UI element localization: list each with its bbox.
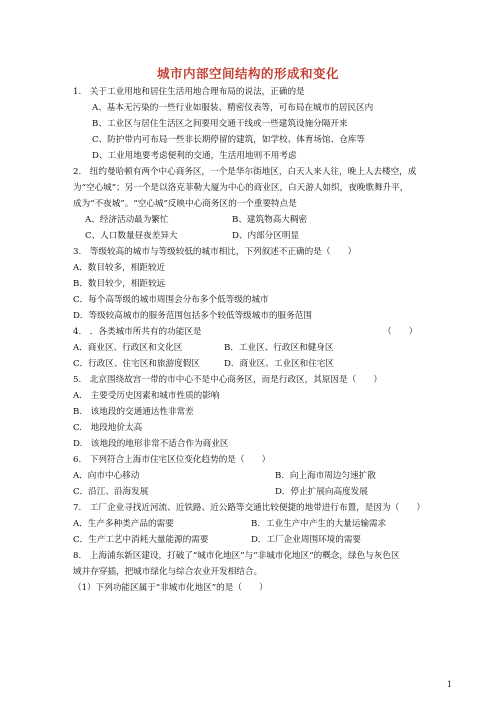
question-6-stem: 6. 下列符合上海市住宅区位变化趋势的是（ ）	[73, 455, 271, 465]
question-8-subquestion-1: （1）下列功能区属于“非城市化地区”的是（ ）	[73, 583, 268, 593]
question-2-option-c: C、人口数量昼夜差异大	[85, 231, 178, 241]
question-1-option-a: A、基本无污染的一些行业如服装、精密仪表等，可布局在城市的居民区内	[92, 103, 374, 113]
question-8-stem-line-1: 8. 上海浦东新区建设，打破了“城市化地区”与“非城市化地区”的概念，绿色与灰色区	[73, 551, 400, 561]
question-6-option-a: A．向市中心移动	[73, 471, 140, 481]
question-3-option-a: A．数目较多，相距较近	[73, 263, 166, 273]
question-2-stem-line-1: 2. 纽约曼哈顿有两个中心商务区，一个是华尔街地区，白天人来人往，晚上人去楼空，成	[73, 167, 417, 177]
question-3-option-c: C．每个高等级的城市周围会分布多个低等级的城市	[73, 295, 269, 305]
question-4-stem: 4. ．各类城市所共有的功能区是	[73, 327, 202, 337]
question-6-option-d: D．停止扩展向高度发展	[275, 487, 368, 497]
question-4-option-a: A．商业区、行政区和文化区	[73, 343, 183, 353]
question-7-option-d: D．工厂企业周围环境的需要	[251, 535, 362, 545]
question-7-option-a: A．生产多种类产品的需要	[73, 519, 174, 529]
question-4-option-b: B．工业区、行政区和健身区	[224, 343, 334, 353]
question-6-option-b: B．向上海市周边匀速扩散	[275, 471, 376, 481]
page-number: 1	[446, 680, 452, 689]
question-3-option-d: D．等级较高城市的服务范围包括多个较低等级城市的服务范围	[73, 311, 312, 321]
question-2-option-d: D、内部分区明显	[232, 231, 300, 241]
question-5-option-c: C. 地段地价太高	[73, 423, 143, 433]
page-title: 城市内部空间结构的形成和变化	[156, 66, 339, 81]
question-5-option-d: D. 该地段的地形非常不适合作为商业区	[73, 439, 229, 449]
question-2-stem-line-2: 为“空心城”；另一个是以洛克菲勒大厦为中心的商业区，白天游人如织，夜晚歌舞升平，	[73, 183, 409, 193]
question-2-option-a: A、经济活动最为繁忙	[85, 215, 169, 225]
question-1-option-d: D、工业用地要考虑便利的交通，生活用地则不用考虑	[92, 151, 297, 161]
question-2-option-b: B、建筑物高大稠密	[232, 215, 308, 225]
question-2-stem-line-3: 成为“不夜城”。“空心城”反映中心商务区的一个重要特点是	[73, 199, 297, 209]
question-3-option-b: B．数目较少，相距较远	[73, 279, 166, 289]
question-5-option-a: A. 主要受历史因素和城市性质的影响	[73, 391, 220, 401]
question-8-stem-line-2: 域并存穿插，把城市绿化与综合农业开发相结合。	[73, 567, 263, 577]
question-5-option-b: B. 该地段的交通通达性非常差	[73, 407, 194, 417]
question-7-option-b: B．工业生产中产生的大量运输需求	[251, 519, 387, 529]
question-7-option-c: C．生产工艺中消耗大量能源的需要	[73, 535, 209, 545]
question-4-option-d: D．商业区、工业区和住宅区	[224, 359, 335, 369]
question-4-option-c: C．行政区、住宅区和旅游度假区	[73, 359, 200, 369]
question-6-option-c: C．沿江、沿海发展	[73, 487, 149, 497]
question-3-stem: 3. 等级较高的城市与等级较低的城市相比，下列叙述不正确的是（ ）	[73, 247, 357, 257]
question-1-option-c: C、防护带内可布局一些非长期停留的建筑，如学校、体育场馆、仓库等	[92, 135, 365, 145]
question-5-stem: 5. 北京围绕故宫一带的市中心不是中心商务区，而是行政区，其原因是（ ）	[73, 375, 382, 385]
question-1-option-b: B、工业区与居住生活区之间要用交通干线或一些建筑设施分隔开来	[92, 119, 348, 129]
question-1-stem: 1. 关于工业用地和居住生活用地合理布局的说法，正确的是	[73, 87, 305, 97]
question-7-stem: 7. 工厂企业寻找近河流、近铁路、近公路等交通比较便捷的地带进行布置，是因为（ ）	[73, 503, 425, 513]
question-4-answer-paren: （ ）	[383, 327, 418, 337]
